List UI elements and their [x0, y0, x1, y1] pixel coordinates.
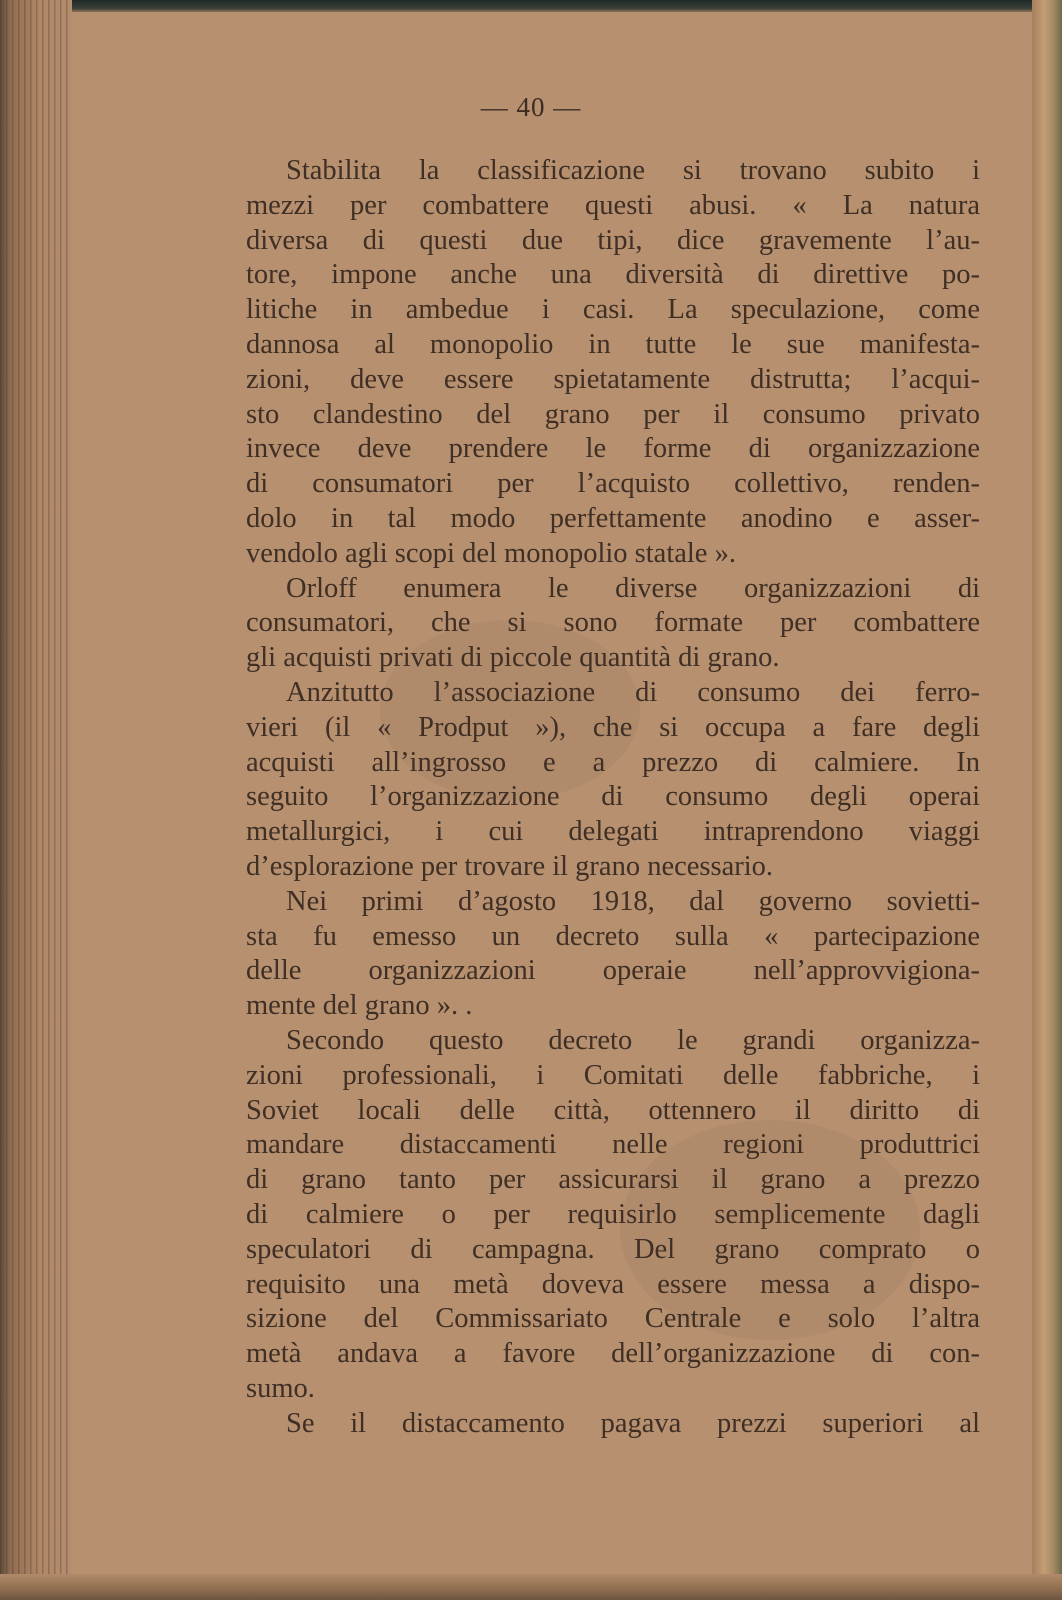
body-text	[246, 154, 980, 1441]
text-line: di calmiere o per requisirlo semplicemente dagli	[246, 1198, 980, 1230]
text-line: litiche in ambedue i casi. La speculazione, come	[246, 294, 980, 326]
text-line: requisito una metà doveva essere messa a dispo-	[246, 1268, 980, 1300]
text-line: d’esplorazione per trovare il grano necessario.	[246, 850, 774, 882]
text-line: metallurgici, i cui delegati intraprendono viaggi	[246, 816, 980, 848]
text-line: seguito l’organizzazione di consumo degli operai	[246, 781, 980, 813]
text-line: diversa di questi due tipi, dice gravemente l’au-	[246, 224, 980, 256]
page-number: — 40 —	[480, 92, 582, 122]
text-line: di grano tanto per assicurarsi il grano a prezzo	[246, 1164, 980, 1196]
text-line: metà andava a favore dell’organizzazione di con-	[246, 1338, 980, 1370]
text-line: tore, impone anche una diversità di direttive po-	[246, 259, 980, 291]
text-line: mente del grano ». .	[246, 990, 473, 1022]
text-line: sumo.	[246, 1372, 315, 1404]
text-line: zioni, deve essere spietatamente distrutta; l’acqui-	[246, 363, 980, 395]
text-line: mandare distaccamenti nelle regioni produttrici	[246, 1129, 980, 1161]
text-line: consumatori, che si sono formate per combattere	[246, 607, 980, 639]
book-bottom-edge	[0, 1574, 1062, 1600]
text-line: sizione del Commissariato Centrale e solo l’altra	[246, 1303, 980, 1335]
text-line: vieri (il « Prodput »), che si occupa a fare degli	[246, 711, 980, 743]
text-line: Nei primi d’agosto 1918, dal governo sovietti-	[286, 885, 980, 917]
text-line: speculatori di campagna. Del grano comprato o	[246, 1233, 980, 1265]
text-line: vendolo agli scopi del monopolio statale ».	[246, 537, 736, 569]
text-line: Orloff enumera le diverse organizzazioni di	[286, 572, 980, 604]
text-line: sta fu emesso un decreto sulla « partecipazione	[246, 920, 980, 952]
text-line: Se il distaccamento pagava prezzi superiori al	[286, 1407, 980, 1439]
text-line: zioni professionali, i Comitati delle fabbriche, i	[246, 1059, 980, 1091]
book-fore-edge	[1032, 0, 1062, 1600]
text-line: invece deve prendere le forme di organizzazione	[246, 433, 980, 465]
text-line: acquisti all’ingrosso e a prezzo di calmiere. In	[246, 746, 980, 778]
text-line: gli acquisti privati di piccole quantità di grano.	[246, 642, 780, 674]
text-line: dannosa al monopolio in tutte le sue manifesta-	[246, 328, 980, 360]
text-line: Secondo questo decreto le grandi organizza-	[286, 1024, 980, 1056]
text-line: delle organizzazioni operaie nell’approvvigiona-	[246, 955, 980, 987]
text-line: mezzi per combattere questi abusi. « La natura	[246, 189, 980, 221]
text-line: di consumatori per l’acquisto collettivo, renden-	[246, 468, 980, 500]
book-top-edge	[0, 0, 1062, 12]
text-line: Anzitutto l’associazione di consumo dei ferro-	[286, 676, 980, 708]
text-line: dolo in tal modo perfettamente anodino e asser-	[246, 502, 980, 534]
text-line: Soviet locali delle città, ottennero il diritto di	[246, 1094, 980, 1126]
text-line: Stabilita la classificazione si trovano subito i	[286, 155, 980, 186]
text-line: sto clandestino del grano per il consumo privato	[246, 398, 980, 430]
book-spine-edge	[0, 0, 72, 1600]
